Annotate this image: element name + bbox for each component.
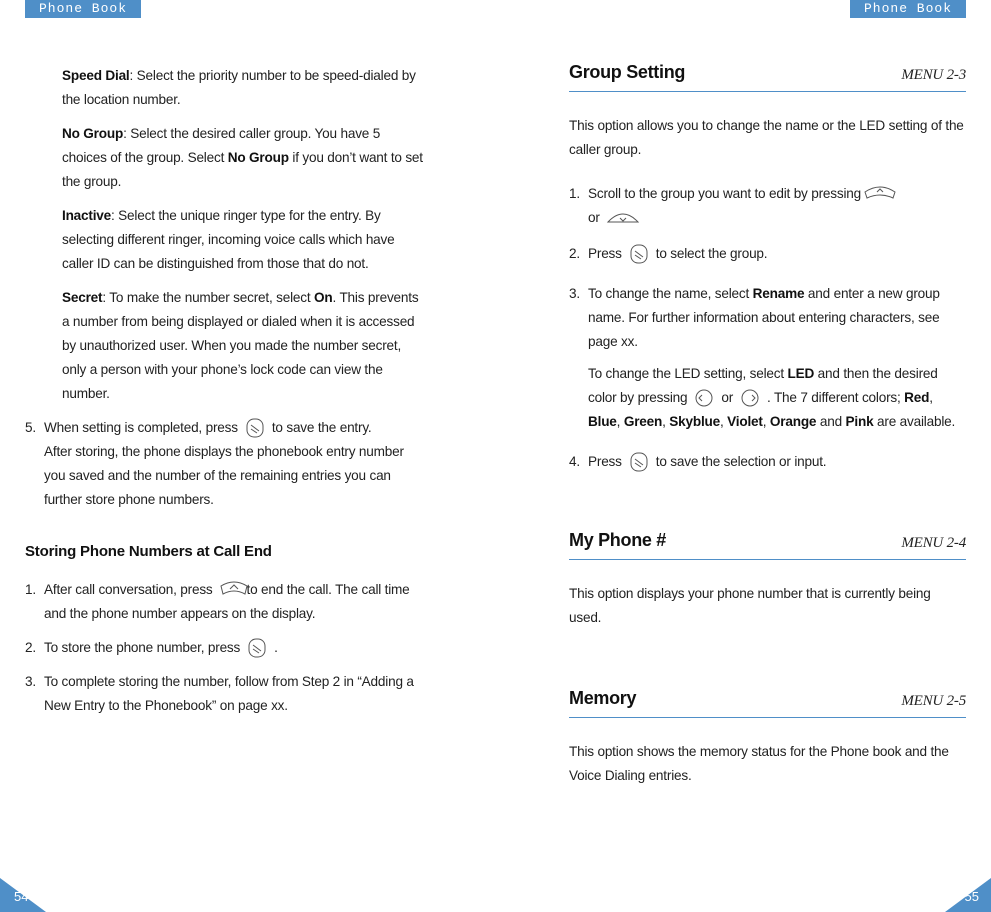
step-text: to save the selection or input. bbox=[655, 454, 827, 469]
option-list bbox=[62, 64, 425, 406]
section-intro: This option allows you to change the name or the LED setting of the caller group. bbox=[569, 118, 964, 157]
down-key-icon bbox=[606, 208, 628, 228]
step-text: . The 7 different colors; bbox=[767, 390, 905, 405]
menu-code: MENU 2-5 bbox=[901, 693, 966, 709]
group-setting-heading bbox=[569, 58, 966, 92]
step-text: and then the desired color by pressing bbox=[588, 366, 938, 405]
step-text: are available. bbox=[873, 414, 956, 429]
term: LED bbox=[787, 366, 815, 381]
step-number: 1. bbox=[25, 582, 36, 597]
step-text: After call conversation, press bbox=[44, 582, 213, 597]
save-key-icon bbox=[244, 418, 266, 438]
step-number: 5. bbox=[25, 420, 36, 435]
desc: : To make the number secret, select bbox=[102, 290, 315, 305]
desc: if you don’t want to set the group. bbox=[62, 150, 423, 189]
section-intro: This option displays your phone number that is currently being used. bbox=[569, 586, 931, 625]
step-5 bbox=[25, 416, 425, 512]
desc: : Select the unique ringer type for the entry. By selecting different ringer, incoming voice calls which have caller ID can be distinguished from those that do not. bbox=[62, 208, 395, 271]
separator: , bbox=[762, 414, 770, 429]
color-name: Blue bbox=[588, 414, 617, 429]
my-phone-heading bbox=[569, 526, 966, 560]
step-number: 3. bbox=[569, 286, 580, 301]
section-title: Memory bbox=[569, 688, 637, 708]
inactive-item bbox=[62, 204, 425, 276]
secret-item bbox=[62, 286, 425, 406]
speed-dial-item bbox=[62, 64, 425, 112]
step-number: 2. bbox=[25, 640, 36, 655]
step-text: Press bbox=[588, 246, 622, 261]
menu-code: MENU 2-4 bbox=[901, 535, 966, 551]
step-text: To change the LED setting, select bbox=[588, 366, 788, 381]
call-end-step-1 bbox=[25, 578, 425, 626]
left-column bbox=[25, 64, 425, 718]
end-key-icon bbox=[219, 580, 241, 600]
right-column bbox=[569, 58, 966, 788]
group-step-3 bbox=[569, 282, 966, 354]
step-text: to select the group. bbox=[655, 246, 768, 261]
left-key-icon bbox=[693, 388, 715, 408]
separator: , bbox=[616, 414, 624, 429]
up-key-icon bbox=[863, 184, 885, 204]
group-step-3-led bbox=[569, 362, 966, 434]
right-key-icon bbox=[739, 388, 761, 408]
menu-code: MENU 2-3 bbox=[901, 67, 966, 83]
step-text: . bbox=[274, 640, 278, 655]
step-number: 3. bbox=[25, 674, 36, 689]
group-step-4 bbox=[569, 450, 966, 474]
term: No Group bbox=[227, 150, 289, 165]
section-title: Group Setting bbox=[569, 62, 686, 82]
term: Speed Dial bbox=[62, 68, 130, 83]
step-text: To change the name, select bbox=[588, 286, 753, 301]
step-text: Press bbox=[588, 454, 622, 469]
group-step-1 bbox=[569, 182, 966, 230]
color-name: Skyblue bbox=[669, 414, 721, 429]
color-name: Violet bbox=[727, 414, 763, 429]
step-text: . bbox=[633, 210, 638, 225]
desc: . This prevents a number from being displayed or dialed when it is accessed by unauthorized user. When you made the number secret, only a person with your phone’s lock code can view the number. bbox=[62, 290, 419, 401]
desc: : Select the priority number to be speed-dialed by the location number. bbox=[62, 68, 416, 107]
color-name: Orange bbox=[769, 414, 817, 429]
separator: and bbox=[816, 414, 846, 429]
page-number-right: 55 bbox=[964, 889, 979, 904]
term: On bbox=[314, 290, 333, 305]
save-key-icon bbox=[246, 638, 268, 658]
step-text: to end the call. The call time and the phone number appears on the display. bbox=[44, 582, 410, 621]
section-intro: This option shows the memory status for the Phone book and the Voice Dialing entries. bbox=[569, 744, 949, 783]
call-end-step-2 bbox=[25, 636, 425, 660]
section-title: My Phone # bbox=[569, 530, 667, 550]
step-text: to save the entry. bbox=[271, 420, 372, 435]
step-text: To complete storing the number, follow from Step 2 in “Adding a New Entry to the Phonebook” on page xx. bbox=[44, 674, 414, 713]
term: Secret bbox=[62, 290, 103, 305]
separator: , bbox=[929, 390, 933, 405]
desc: : Select the desired caller group. You have 5 choices of the group. Select bbox=[62, 126, 381, 165]
group-step-2 bbox=[569, 242, 966, 266]
term: Rename bbox=[752, 286, 805, 301]
step-number: 2. bbox=[569, 246, 580, 261]
step-text: Scroll to the group you want to edit by pressing bbox=[588, 186, 862, 201]
step-text: or bbox=[721, 390, 734, 405]
term: Inactive bbox=[62, 208, 112, 223]
memory-heading bbox=[569, 684, 966, 718]
term: No Group bbox=[62, 126, 124, 141]
separator: , bbox=[662, 414, 670, 429]
step-note: After storing, the phone displays the phonebook entry number you saved and the number of the remaining entries you can further store phone numbers. bbox=[44, 444, 404, 507]
step-text: When setting is completed, press bbox=[44, 420, 238, 435]
select-key-icon bbox=[628, 244, 650, 264]
call-end-step-3 bbox=[25, 670, 425, 718]
section-subheading: Storing Phone Numbers at Call End bbox=[25, 543, 272, 560]
no-group-item bbox=[62, 122, 425, 194]
header-tab-left: Phone Book bbox=[25, 0, 141, 18]
step-number: 1. bbox=[569, 186, 580, 201]
step-text: To store the phone number, press bbox=[44, 640, 241, 655]
color-name: Red bbox=[904, 390, 930, 405]
page-number-left: 54 bbox=[14, 889, 29, 904]
step-number: 4. bbox=[569, 454, 580, 469]
step-text: and enter a new group name. For further information about entering characters, see page xx. bbox=[588, 286, 940, 349]
save-key-icon bbox=[628, 452, 650, 472]
color-name: Green bbox=[623, 414, 663, 429]
color-name: Pink bbox=[845, 414, 874, 429]
separator: , bbox=[720, 414, 728, 429]
header-tab-right: Phone Book bbox=[850, 0, 966, 18]
step-text: or bbox=[588, 210, 600, 225]
